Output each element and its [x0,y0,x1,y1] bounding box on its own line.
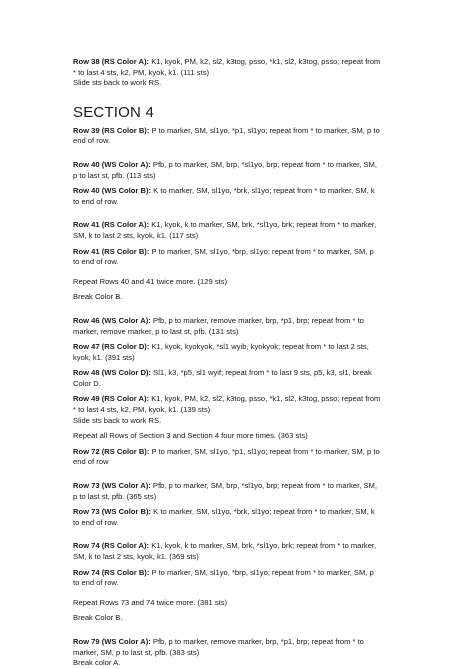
row-instruction: K1, kyok, k to marker, SM, brk, *sl1yo, brk; repeat from * to marker, SM, k to last 2 sts, kyok, k1. (117 sts) [73,220,377,240]
row-73-color-a [73,481,381,502]
row-instruction: Pfb, p to marker, SM, brp, *sl1yo, brp; repeat from * to marker, SM, p to last st, pfb. (365 sts) [73,481,377,501]
row-79 [73,637,381,658]
row-40-color-b [73,186,381,207]
row-label: Row 73 (WS Color A): [73,481,151,491]
break-note: Break Color B. [73,292,123,302]
row-39 [73,126,381,147]
row-48 [73,368,381,389]
row-instruction: K1, kyok, kyokyok, *sl1 wyib, kyokyok; repeat from * to last 2 sts, kyok, k1. (391 sts) [73,342,369,362]
row-label: Row 48 (WS Color D): [73,368,152,378]
row-label: Row 47 (RS Color D): [73,342,150,352]
row-instruction: Sl1, k3, *p5, sl1 wyif; repeat from * to last 9 sts, p5, k3, sl1, break Color D. [73,368,372,388]
row-instruction: P to marker, SM, sl1yo, *brp, sl1yo; repeat from * to marker, SM, p to end of row. [73,246,374,267]
row-instruction: K to marker, SM, sl1yo, *brk, sl1yo; repeat from * to marker, SM, k to end of row. [73,507,375,527]
document-page [73,57,381,669]
row-label: Row 74 (RS Color B): [73,567,150,577]
row-instruction: Pfb, p to marker, remove marker, brp, *p1, brp; repeat from * to marker, SM, p to last st, pfb. (383 sts) [73,636,364,657]
row-49 [73,394,381,415]
repeat-note: Repeat Rows 40 and 41 twice more. (129 sts) [73,276,228,286]
row-instruction: K1, kyok, PM, k2, sl2, k3tog, psso, *k1, sl2, k3tog, psso; repeat from * to last 4 sts, k2, PM, kyok, k1. (139 sts) [73,394,381,415]
row-label: Row 41 (RS Color B): [73,246,150,256]
row-label: Row 72 (RS Color B): [73,446,150,456]
row-label: Row 74 (RS Color A): [73,541,150,551]
row-73-color-b [73,507,381,528]
row-instruction: K1, kyok, PM, k2, sl2, k3tog, psso, *k1, sl2, k3tog, psso; repeat from * to last 4 sts, k2, PM, kyok, k1. (111 sts) [73,57,381,77]
repeat-note: Repeat all Rows of Section 3 and Section 4 four more times. (363 sts) [73,431,308,441]
row-label: Row 41 (RS Color A): [73,220,150,230]
break-note: Break color A. [73,658,121,668]
row-instruction: P to marker, SM, sl1yo, *p1, sl1yo; repeat from * to marker, SM, p to end of row. [73,125,380,146]
row-41-color-b [73,247,381,268]
row-47 [73,342,381,363]
row-label: Row 40 (WS Color B): [73,186,152,196]
row-instruction: Pfb, p to marker, SM, brp, *sl1yo, brp; repeat from * to marker, SM, p to last st, pfb. (113 sts) [73,159,377,180]
row-label: Row 49 (RS Color A): [73,394,150,404]
row-74-color-b [73,568,381,589]
section-heading: SECTION 4 [73,103,154,121]
row-instruction: P to marker, SM, sl1yo, *brp, sl1yo; repeat from * to marker, SM, p to end of row. [73,567,374,588]
row-40-color-a [73,160,381,181]
slide-note: Slide sts back to work RS. [73,415,162,425]
row-38 [73,57,381,78]
row-label: Row 38 (RS Color A): [73,57,150,66]
row-instruction: Pfb, p to marker, remove marker, brp, *p1, brp; repeat from * to marker, remove marker, p to last st, pfb. (131 sts) [73,315,364,336]
row-instruction: K to marker, SM, sl1yo, *brk, sl1yo; repeat from * to marker, SM, k to end of row. [73,186,375,206]
row-74-color-a [73,541,381,562]
row-label: Row 79 (WS Color A): [73,636,151,646]
row-label: Row 46 (WS Color A): [73,315,151,325]
row-instruction: K1, kyok, k to marker, SM, brk, *sl1yo, brk; repeat from * to marker, SM, k to last 2 sts, kyok, k1. (369 sts) [73,541,377,561]
row-label: Row 40 (WS Color A): [73,159,151,169]
row-instruction: P to marker, SM, sl1yo, *p1, sl1yo; repeat from * to marker, SM, p to end of row [73,446,380,467]
row-label: Row 73 (WS Color B): [73,507,152,517]
row-72 [73,447,381,468]
row-label: Row 39 (RS Color B): [73,125,150,135]
repeat-note: Repeat Rows 73 and 74 twice more. (381 sts) [73,597,228,607]
row-41-color-a [73,220,381,241]
break-note: Break Color B. [73,613,123,623]
slide-note: Slide sts back to work RS. [73,78,162,88]
row-46 [73,316,381,337]
